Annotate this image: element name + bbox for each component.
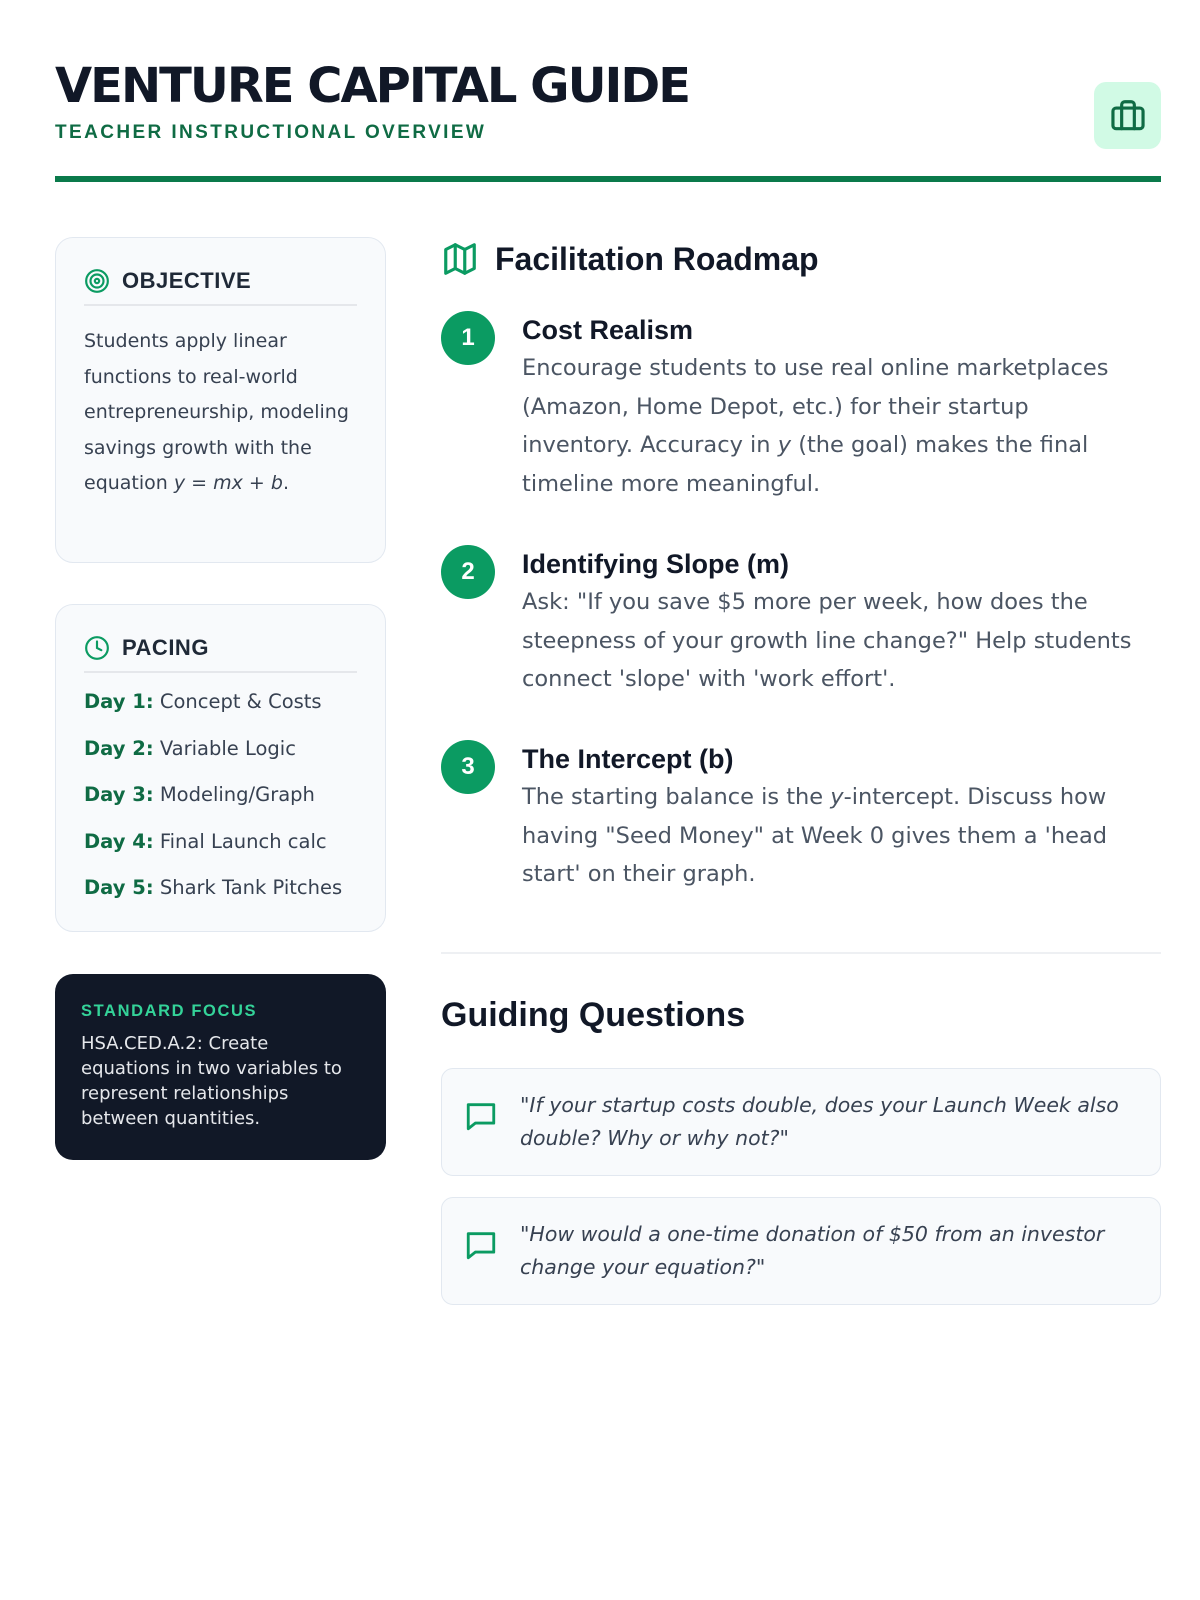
step-number: 2 <box>441 545 495 599</box>
roadmap-header <box>441 240 819 278</box>
standard-label: STANDARD FOCUS <box>81 1002 258 1020</box>
guiding-question-card <box>441 1068 1161 1176</box>
page-title: VENTURE CAPITAL GUIDE <box>55 58 690 114</box>
step-body: The starting balance is the y-intercept. Discuss how having "Seed Money" at Week 0 gives them a 'head start' on their graph. <box>522 784 1108 887</box>
pacing-card <box>55 604 386 932</box>
pacing-heading: PACING <box>122 635 209 660</box>
clock-icon <box>84 635 110 661</box>
header-divider <box>55 176 1161 182</box>
objective-header <box>84 268 357 306</box>
step-title: Cost Realism <box>522 315 694 345</box>
page-header <box>55 58 1161 184</box>
pacing-header <box>84 635 357 673</box>
objective-heading: OBJECTIVE <box>122 268 252 293</box>
guiding-questions-heading: Guiding Questions <box>441 996 746 1034</box>
step-body: Ask: "If you save $5 more per week, how does the steepness of your growth line change?" Help students connect 'slope' with 'work effort'. <box>522 589 1132 692</box>
guiding-question-text: "If your startup costs double, does your Launch Week also double? Why or why not?" <box>520 1093 1119 1150</box>
chat-bubble-icon <box>464 1099 498 1133</box>
step-number: 3 <box>441 740 495 794</box>
chat-bubble-icon <box>464 1228 498 1262</box>
standard-focus-card <box>55 974 386 1160</box>
briefcase-icon <box>1109 97 1147 135</box>
objective-card <box>55 237 386 563</box>
guiding-question-text: "How would a one-time donation of $50 from an investor change your equation?" <box>520 1222 1105 1279</box>
section-divider <box>441 952 1161 954</box>
objective-text: Students apply linear functions to real-world entrepreneurship, modeling savings growth with the equation y = mx + b. <box>84 330 349 494</box>
objective-equation: y = mx + b <box>173 472 283 494</box>
briefcase-badge <box>1094 82 1161 149</box>
roadmap-heading: Facilitation Roadmap <box>495 240 819 277</box>
pacing-item: Day 2: Variable Logic <box>84 736 296 760</box>
page-subtitle: TEACHER INSTRUCTIONAL OVERVIEW <box>55 122 487 143</box>
pacing-item: Day 3: Modeling/Graph <box>84 783 315 806</box>
step-number: 1 <box>441 311 495 365</box>
guiding-question-card <box>441 1197 1161 1305</box>
map-icon <box>441 240 479 278</box>
pacing-item: Day 1: Concept & Costs <box>84 690 322 713</box>
pacing-item: Day 4: Final Launch calc <box>84 829 327 853</box>
step-title: The Intercept (b) <box>522 744 734 774</box>
standard-text: HSA.CED.A.2: Create equations in two variables to represent relationships between quantities. <box>81 1033 342 1129</box>
pacing-item: Day 5: Shark Tank Pitches <box>84 876 343 899</box>
target-icon <box>84 268 110 294</box>
pacing-list <box>84 687 357 920</box>
step-body: Encourage students to use real online marketplaces (Amazon, Home Depot, etc.) for their startup inventory. Accuracy in y (the goal) makes the final timeline more meaningful. <box>522 355 1109 497</box>
step-title: Identifying Slope (m) <box>522 549 789 579</box>
